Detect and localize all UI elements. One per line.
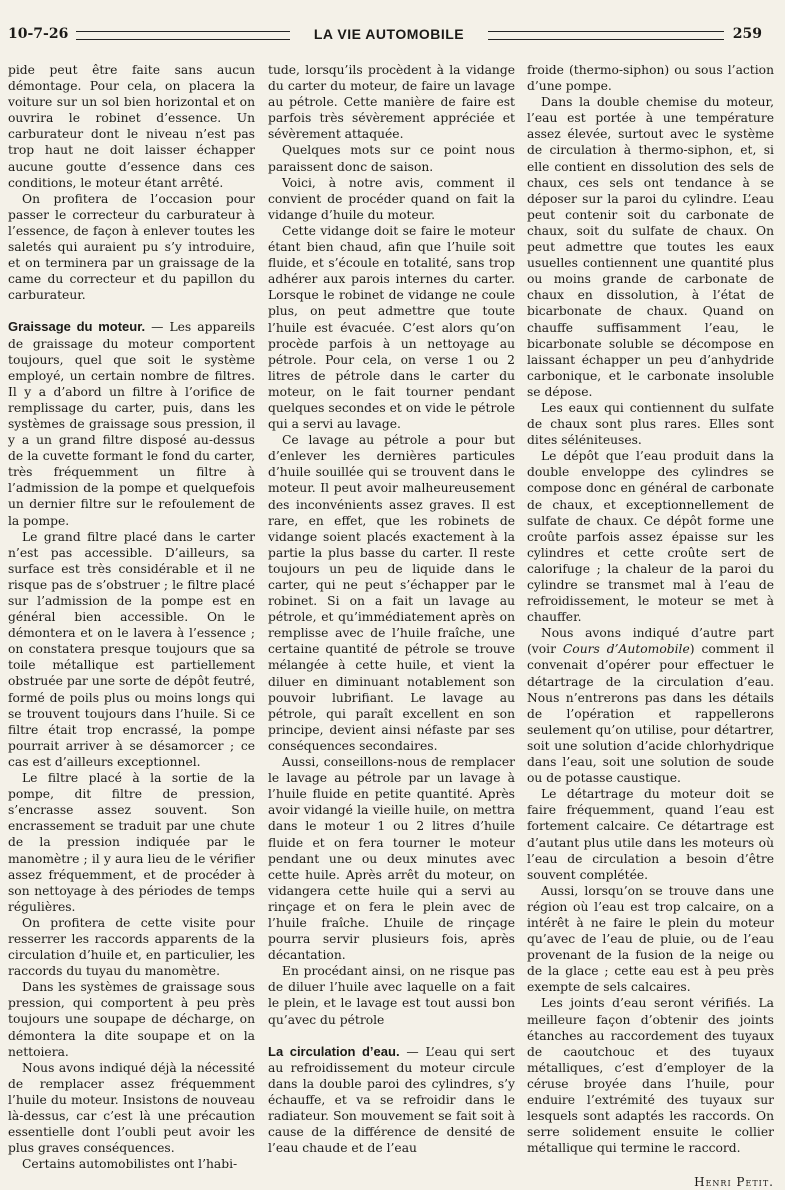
- paragraph: Certains automobilistes ont l’habi-: [22, 1157, 238, 1172]
- paragraph: Le filtre placé à la sortie de la pompe, dit filtre de pression, s’encrasse assez souvent. Son encrassement se traduit par une chute de la pression indiquée par le manomètre ; il y aura lieu de le vérifier assez fréquemment, et de procéder à son nettoyage à des périodes de temps régulières.: [8, 771, 255, 914]
- section-heading-graissage: Graissage du moteur.: [8, 319, 146, 335]
- paragraph: On profitera de l’occasion pour passer le correcteur du carburateur à l’essence, de façon à enlever toutes les saletés qui auraient pu s’y introduire, et on terminera par un graissage de la came du correcteur et du papillon du carburateur.: [8, 191, 255, 303]
- journal-title: LA VIE AUTOMOBILE: [313, 26, 465, 42]
- section-heading-circulation: La circulation d’eau.: [268, 1043, 400, 1059]
- paragraph: Le dépôt que l’eau produit dans la double enveloppe des cylindres se compose donc en général de carbonate de chaux, et exceptionnellement de sulfate de chaux. Ce dépôt forme une croûte parfois assez épaisse sur les cylindres et cette croûte sert de calorifuge ; la chaleur de la paroi du cylindre se transmet mal à l’eau de refroidissement, le moteur se met à chauffer.: [527, 449, 774, 625]
- paragraph: Les eaux qui contiennent du sulfate de chaux sont plus rares. Elles sont dites séléniteuses.: [527, 400, 774, 448]
- header-rule-right: [488, 31, 724, 40]
- paragraph: Ce lavage au pétrole a pour but d’enlever les dernières particules d’huile souillée qui se trouvent dans le moteur. Il peut avoir malheureusement des inconvénients assez graves. Il est rare, en effet, que les robinets de vidange soient placés exactement à la partie la plus basse du carter. Il reste toujours un peu de liquide dans le carter, qui ne peut s’échapper par le robinet. Si on a fait un lavage au pétrole, et qu’immédiatement après on remplisse avec de l’huile fraîche, une certaine quantité de pétrole se trouve mélangée à cette huile, et vient la diluer en diminuant notablement son pouvoir lubrifiant. Le lavage au pétrole, qui paraît excellent en son principe, devient ainsi néfaste par ses conséquences secondaires.: [268, 433, 515, 753]
- paragraph: Aussi, lorsqu’on se trouve dans une région où l’eau est trop calcaire, on a intérêt à ne faire le plein du moteur qu’avec de l’eau de pluie, ou de l’eau provenant de la fusion de la neige ou de la glace ; cette eau est à peu près exempte de sels calcaires.: [527, 883, 774, 995]
- paragraph: tude, lorsqu’ils procèdent à la vidange du carter du moteur, de faire un lavage au pétrole. Cette manière de faire est parfois très sévèrement appréciée et sévèrement attaquée.: [268, 63, 515, 142]
- paragraph-text: Nous avons indiqué d’autre part (voir: [527, 626, 774, 657]
- paragraph-text: — L’eau qui sert au refroidissement du moteur circule dans la double paroi des cylindres, s’y échauffe, et va se refroidir dans le radiateur. Son mouvement se fait soit à cause de la différence de densité de l’eau chaude et de l’eau: [268, 1044, 515, 1156]
- paragraph: On profitera de cette visite pour resserrer les raccords apparents de la circulation d’huile et, en particulier, les raccords du tuyau du manomètre.: [8, 915, 255, 979]
- paragraph: Le détartrage du moteur doit se faire fréquemment, quand l’eau est fortement calcaire. Ce détartrage est d’autant plus utile dans les moteurs où l’eau de circulation a besoin d’être souvent complétée.: [527, 787, 774, 882]
- paragraph: pide peut être faite sans aucun démontage. Pour cela, on placera la voiture sur un sol bien horizontal et on ouvrira le robinet d’essence. Un carburateur dont le niveau n’est pas trop haut ne doit laisser échapper aucune goutte d’essence dans ces conditions, le moteur étant arrêté.: [8, 63, 255, 190]
- reference-title: Cours d’Automobile: [562, 642, 690, 657]
- paragraph: froide (thermo-siphon) ou sous l’action d’une pompe.: [527, 63, 774, 94]
- column-1: [8, 62, 255, 1172]
- column-2: [268, 62, 515, 1156]
- page-number: 259: [732, 26, 762, 42]
- paragraph: Cette vidange doit se faire le moteur étant bien chaud, afin que l’huile soit fluide, et s’écoule en totalité, sans trop adhérer aux parois internes du carter. Lorsque le robinet de vidange ne coule plus, on peut admettre que toute l’huile est évacuée. C’est alors qu’on procède parfois à un nettoyage au pétrole. Pour cela, on verse 1 ou 2 litres de pétrole dans le carter du moteur, on le fait tourner pendant quelques secondes et on vide le pétrole qui a servi au lavage.: [268, 223, 515, 432]
- paragraph: Les joints d’eau seront vérifiés. La meilleure façon d’obtenir des joints étanches au raccordement des tuyaux de caoutchouc et des tuyaux métalliques, c’est d’employer de la céruse broyée dans l’huile, pour enduire l’extrémité des tuyaux sur lesquels sont adaptés les raccords. On serre solidement ensuite le collier métallique qui termine le raccord.: [527, 996, 774, 1156]
- paragraph: En procédant ainsi, on ne risque pas de diluer l’huile avec laquelle on a fait le plein, et le lavage est tout aussi bon qu’avec du pétrole: [268, 964, 515, 1027]
- paragraph: Dans la double chemise du moteur, l’eau est portée à une température assez élevée, surtout avec le système de circulation à thermo-siphon, et, si elle contient en dissolution des sels de chaux, ces sels ont tendance à se déposer sur la paroi du cylindre. L’eau peut contenir soit du carbonate de chaux, soit du sulfate de chaux. On peut admettre que toutes les eaux usuelles contiennent une quantité plus ou moins grande de carbonate de chaux en dissolution, à l’état de bicarbonate de chaux. Quand on chauffe suffisamment l’eau, le bicarbonate soluble se décompose en laissant échapper un peu d’anhydride carbonique, et le carbonate insoluble se dépose.: [527, 95, 774, 399]
- paragraph: Quelques mots sur ce point nous paraissent donc de saison.: [268, 143, 515, 174]
- issue-date: 10-7-26: [8, 26, 69, 42]
- page-header: [8, 26, 770, 46]
- paragraph: Dans les systèmes de graissage sous pression, qui comportent à peu près toujours une soupape de décharge, on démontera la dite soupape et on la nettoiera.: [8, 980, 255, 1059]
- paragraph: Voici, à notre avis, comment il convient de procéder quand on fait la vidange d’huile du moteur.: [268, 175, 515, 222]
- paragraph-text: — Les appareils de graissage du moteur comportent toujours, quel que soit le système employé, un certain nombre de filtres. Il y a d’abord un filtre à l’orifice de remplissage du carter, puis, dans les systèmes de graissage sous pression, il y a un grand filtre disposé au-dessus de la cuvette formant le fond du carter, très fréquemment un filtre à l’admission de la pompe et quelquefois un dernier filtre sur le refoulement de la pompe.: [8, 320, 255, 528]
- paragraph: Le grand filtre placé dans le carter n’est pas accessible. D’ailleurs, sa surface est très considérable et il ne risque pas de s’obstruer ; le filtre placé sur l’admission de la pompe est en général bien accessible. On le démontera et on le lavera à l’essence ; on constatera presque toujours que sa toile métallique est partiellement obstruée par une sorte de dépôt feutré, formé de poils plus ou moins longs qui se trouvent toujours dans l’huile. Si ce filtre était trop encrassé, la pompe pourrait arriver à se désamorcer ; ce cas est d’ailleurs exceptionnel.: [8, 529, 255, 769]
- author-signature: Henri Petit.: [694, 1175, 774, 1190]
- paragraph: Nous avons indiqué déjà la nécessité de remplacer assez fréquemment l’huile du moteur. Insistons de nouveau là-dessus, car c’est là une précaution essentielle dont l’oubli peut avoir les plus graves conséquences.: [8, 1060, 255, 1156]
- paragraph: [527, 625, 774, 786]
- paragraph-text: ) comment il convenait d’opérer pour effectuer le détartrage de la circulation d’eau. Nous n’entrerons pas dans les détails de l’opération et rappellerons seulement qu’on utilise, pour détartrer, soit une solution d’acide chlorhydrique dans l’eau, soit une solution de soude ou de potasse caustique.: [527, 642, 775, 786]
- paragraph: Aussi, conseillons-nous de remplacer le lavage au pétrole par un lavage à l’huile fluide en petite quantité. Après avoir vidangé la vieille huile, on mettra dans le moteur 1 ou 2 litres d’huile fluide et on fera tourner le moteur pendant une ou deux minutes avec cette huile. Après arrêt du moteur, on vidangera cette huile qui a servi au rinçage et on fera le plein avec de l’huile fraîche. L’huile de rinçage pourra servir plusieurs fois, après décantation.: [268, 755, 515, 963]
- column-3: [527, 62, 774, 1190]
